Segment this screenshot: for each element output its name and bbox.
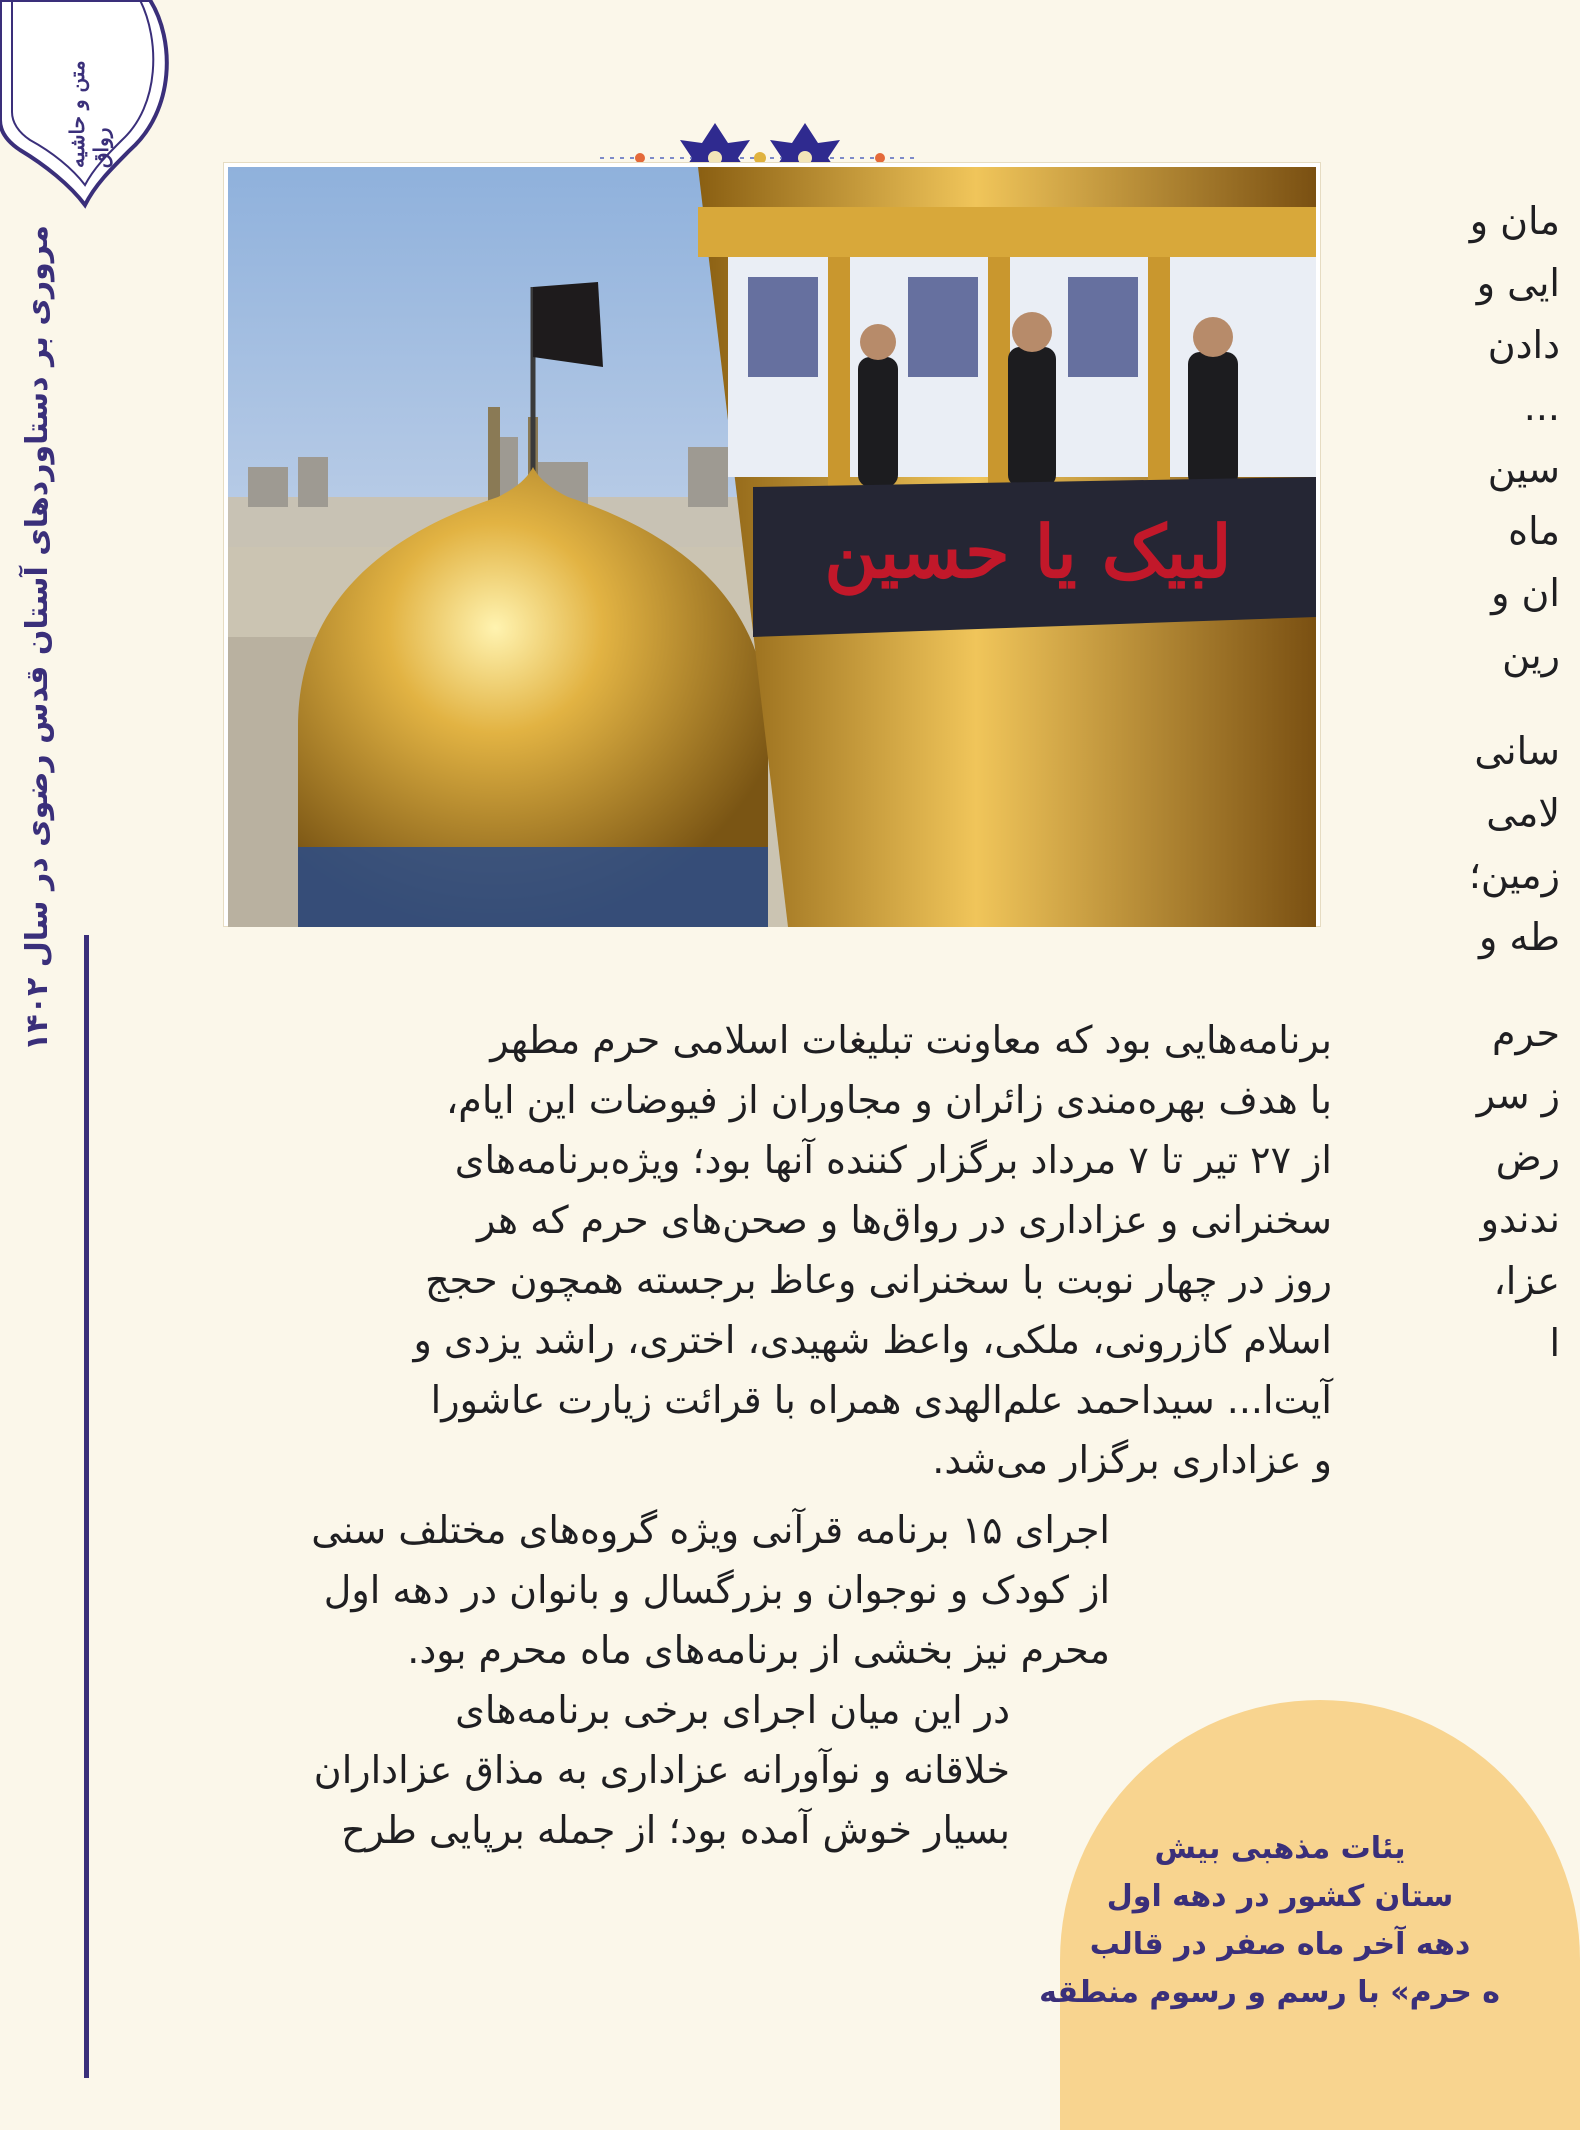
callout-line: ه حرم» با رسم و رسوم منطقه bbox=[1039, 1975, 1500, 2010]
right-line: طه و bbox=[1478, 915, 1560, 959]
paragraph-line: و عزاداری برگزار می‌شد. bbox=[932, 1438, 1332, 1482]
banner-text: لبیک یا حسین bbox=[824, 509, 1232, 594]
running-header: مروری بر دستاوردهای آستان قدس رضوی در سال ۱۴۰۲ bbox=[20, 225, 55, 1051]
paragraph-line: از ۲۷ تیر تا ۷ مرداد برگزار کننده آنها بود؛ ویژه‌برنامه‌های bbox=[454, 1138, 1332, 1182]
callout-line: ستان کشور در دهه اول bbox=[1106, 1879, 1454, 1914]
paragraph-line: روز در چهار نوبت با سخنرانی وعاظ برجسته همچون حجج bbox=[425, 1258, 1332, 1302]
right-line: ... bbox=[1523, 385, 1560, 429]
shrine-illustration bbox=[228, 167, 1316, 922]
logo-text: متن و حاشیه رواق bbox=[65, 60, 113, 168]
paragraph-line: سخنرانی و عزاداری در رواق‌ها و صحن‌های حرم که هر bbox=[477, 1198, 1332, 1242]
margin-rule bbox=[84, 935, 89, 2078]
paragraph-line: با هدف بهره‌مندی زائران و مجاوران از فیوضات این ایام، bbox=[446, 1078, 1332, 1122]
paragraph-line: خلاقانه و نوآورانه عزاداری به مذاق عزاداران bbox=[313, 1748, 1010, 1792]
margin-strip bbox=[0, 0, 150, 2078]
right-line: لامی bbox=[1486, 791, 1560, 835]
right-line: عزا، bbox=[1493, 1259, 1560, 1303]
callout-line: دهه آخر ماه صفر در قالب bbox=[1089, 1927, 1471, 1962]
paragraph-line: اسلام کازرونی، ملکی، واعظ شهیدی، اختری، راشد یزدی و bbox=[413, 1318, 1332, 1362]
right-line: زمین؛ bbox=[1468, 853, 1560, 897]
right-line: ندندو bbox=[1480, 1197, 1560, 1241]
right-line: ان و bbox=[1491, 571, 1560, 615]
right-line: سین bbox=[1487, 447, 1560, 491]
second-paragraph bbox=[224, 1500, 1190, 1860]
paragraph-line: برنامه‌هایی بود که معاونت تبلیغات اسلامی حرم مطهر bbox=[490, 1018, 1332, 1062]
main-paragraph bbox=[224, 1010, 1332, 1490]
right-line: ماه bbox=[1508, 509, 1560, 553]
shrine-photo bbox=[224, 163, 1320, 926]
callout-line: یئات مذهبی بیش bbox=[1154, 1831, 1406, 1866]
right-line: مان و bbox=[1469, 199, 1560, 243]
right-line: رض bbox=[1495, 1135, 1560, 1179]
paragraph-line: آیت‌ا... سیداحمد علم‌الهدی همراه با قرائت زیارت عاشورا bbox=[430, 1378, 1332, 1422]
right-line: ا bbox=[1549, 1321, 1560, 1365]
right-line: دادن bbox=[1487, 323, 1560, 367]
paragraph-line: محرم نیز بخشی از برنامه‌های ماه محرم بود. bbox=[407, 1628, 1110, 1672]
paragraph-line: بسیار خوش آمده بود؛ از جمله برپایی طرح bbox=[341, 1808, 1010, 1852]
right-line: سانی bbox=[1474, 729, 1560, 773]
right-column bbox=[1360, 190, 1560, 1374]
paragraph-line: در این میان اجرای برخی برنامه‌های bbox=[455, 1688, 1010, 1732]
paragraph-line: از کودک و نوجوان و بزرگسال و بانوان در دهه اول bbox=[323, 1568, 1110, 1612]
right-line: رین bbox=[1502, 633, 1560, 677]
right-line: حرم bbox=[1492, 1011, 1560, 1055]
right-line: ز سر bbox=[1476, 1073, 1560, 1117]
paragraph-line: اجرای ۱۵ برنامه قرآنی ویژه گروه‌های مختلف سنی bbox=[311, 1508, 1110, 1552]
right-line: ایی و bbox=[1476, 261, 1560, 305]
